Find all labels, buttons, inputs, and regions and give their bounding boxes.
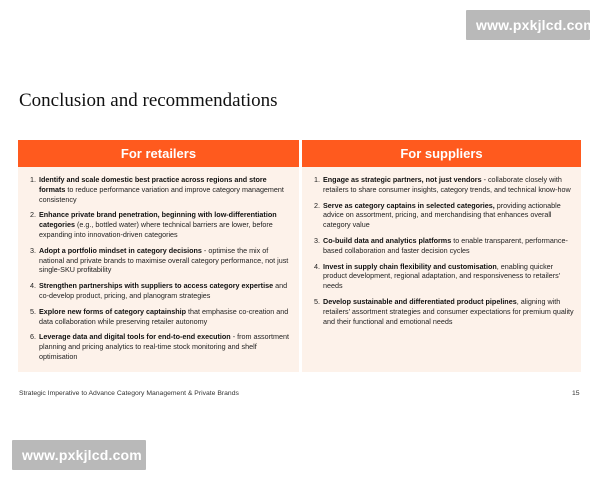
page-footer: Strategic Imperative to Advance Category Management & Private Brands [19, 390, 239, 397]
item-text: that emphasise co-creation and data collaboration while preserving retailer autonomy [39, 306, 289, 326]
suppliers-panel-header: For suppliers [302, 140, 581, 167]
item-text: and co-develop product, pricing, and planogram strategies [39, 281, 288, 300]
item-text: , aligning with retailers' assortment strategies and consumer expectations for premium quality and their functional and emotional needs [323, 296, 574, 326]
list-item [322, 236, 575, 256]
list-item [38, 175, 293, 204]
list-item [322, 201, 575, 230]
list-item [322, 262, 575, 291]
item-text: to enable transparent, performance-based collaboration and faster decision cycles [323, 235, 568, 255]
watermark-bottom: www.pxkjlcd.com [12, 440, 146, 470]
list-item [38, 246, 293, 275]
page-number: 15 [572, 390, 580, 397]
item-bold-text: Co-build data and analytics platforms [323, 235, 452, 245]
item-text: - collaborate closely with retailers to share consumer insights, category trends, and technical know-how [323, 175, 571, 194]
item-text: - optimise the mix of national and private brands to maximise overall category performance, not just single-SKU profitability [39, 245, 289, 275]
item-text: (e.g., bottled water) where technical barriers are lower, before expanding into innovation-driven categories [39, 220, 273, 239]
retailers-panel-header: For retailers [18, 140, 299, 167]
item-bold-text: Explore new forms of category captainship [39, 306, 186, 316]
item-bold-text: Adopt a portfolio mindset in category decisions [39, 245, 202, 255]
item-text: - from assortment planning and pricing analytics to real-time stock monitoring and shelf optimisation [39, 332, 290, 361]
item-text: to reduce performance variation and improve category management consistency [39, 184, 284, 204]
suppliers-panel [302, 140, 581, 372]
watermark-top: www.pxkjlcd.com [466, 10, 590, 40]
list-item [322, 175, 575, 195]
item-bold-text: Engage as strategic partners, not just vendors [323, 175, 482, 184]
item-bold-text: Strengthen partnerships with suppliers to access category expertise [39, 281, 274, 291]
item-text: , enabling quicker product development, regional adaptation, and responsiveness to retailers' needs [323, 261, 561, 291]
item-bold-text: Enhance private brand penetration, beginning with low-differentiation categories [39, 210, 277, 230]
list-item [38, 210, 293, 239]
list-item [38, 281, 293, 301]
item-bold-text: Serve as category captains in selected categories, [323, 200, 495, 210]
item-bold-text: Invest in supply chain flexibility and customisation [323, 261, 497, 271]
page-title: Conclusion and recommendations [19, 90, 278, 111]
item-bold-text: Leverage data and digital tools for end-to-end execution [39, 332, 231, 342]
list-item [322, 297, 575, 326]
retailers-panel [18, 140, 299, 372]
retailers-list [18, 175, 299, 362]
item-text: providing actionable advice on assortment, pricing, and merchandising that enhances overall category value [323, 200, 561, 230]
list-item [38, 332, 293, 361]
item-bold-text: Identify and scale domestic best practice across regions and store formats [39, 175, 267, 194]
list-item [38, 307, 293, 327]
item-bold-text: Develop sustainable and differentiated product pipelines [323, 296, 517, 306]
suppliers-list [302, 175, 581, 326]
